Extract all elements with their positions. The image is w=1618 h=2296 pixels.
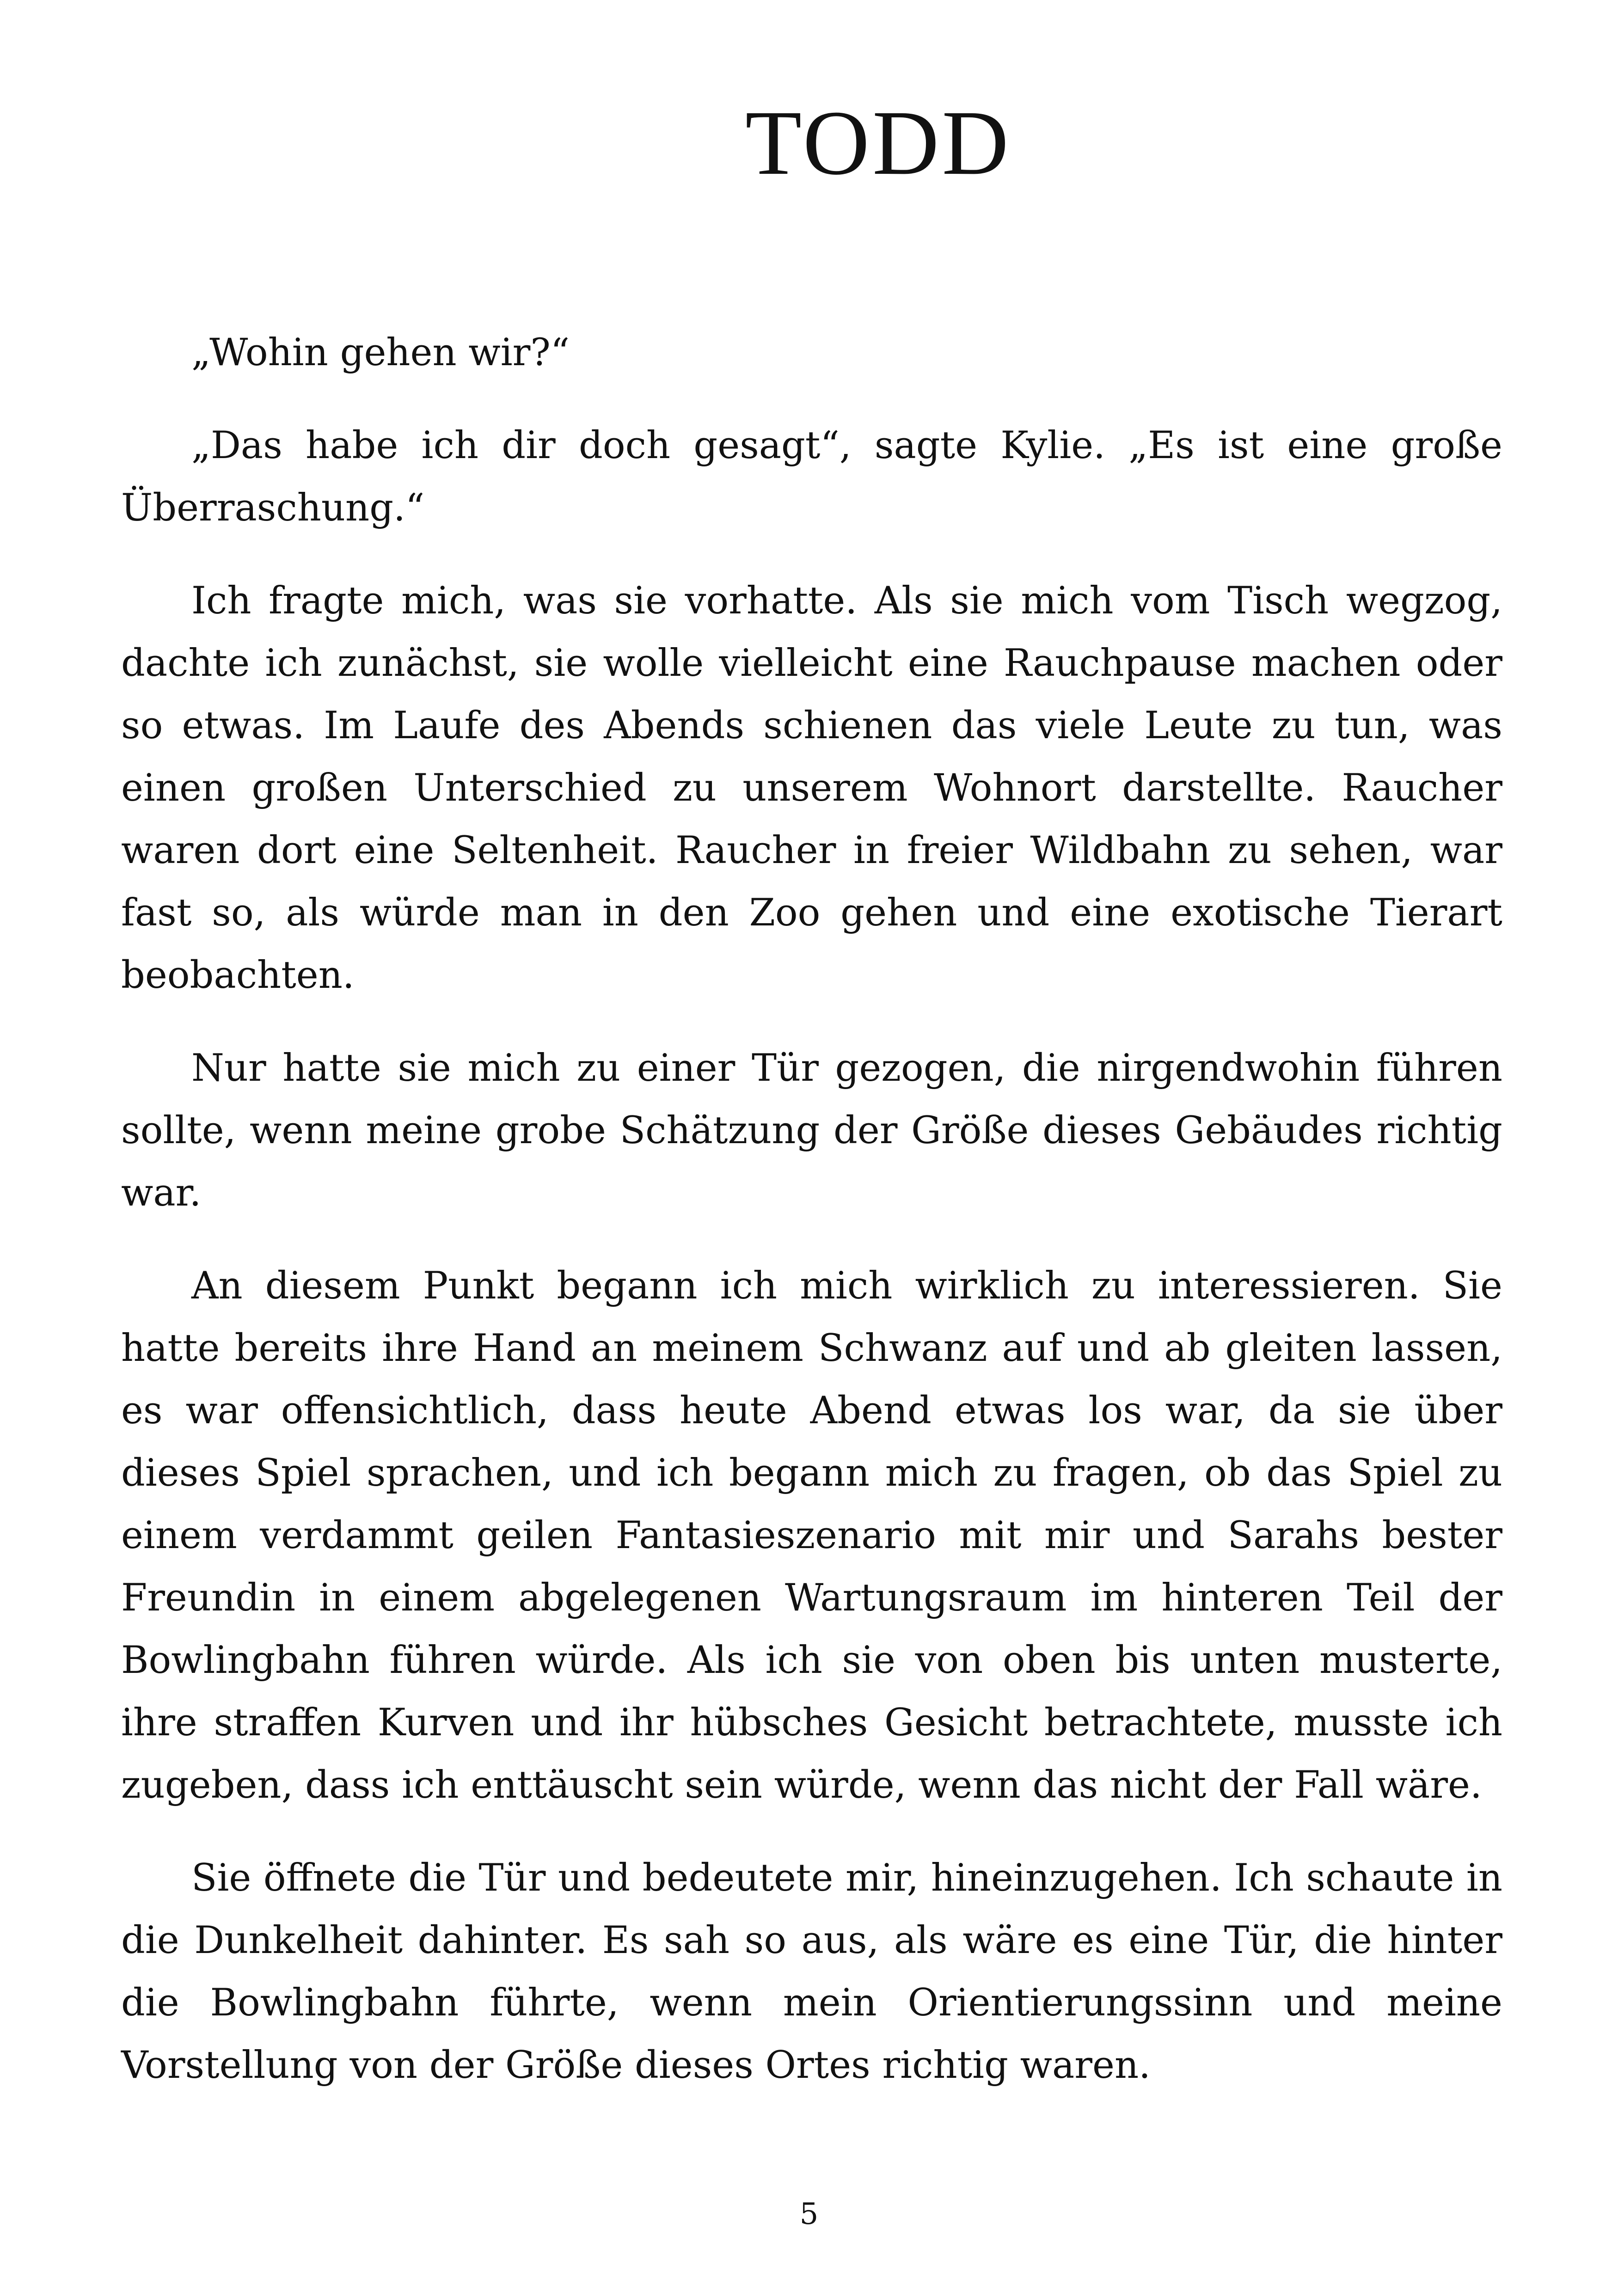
chapter-title: TODD — [745, 92, 1011, 194]
chapter-body — [121, 322, 1502, 2127]
paragraph: Ich fragte mich, was sie vorhatte. Als sie mich vom Tisch wegzog, dachte ich zunächst, sie wolle vielleicht eine Rauchpause machen oder so etwas. Im Laufe des Abends schienen das viele Leute zu tun, was einen großen Unterschied zu unserem Wohnort darstellte. Raucher waren dort eine Seltenheit. Raucher in freier Wildbahn zu sehen, war fast so, als würde man in den Zoo gehen und eine exotische Tierart beobachten. — [121, 579, 1502, 997]
paragraph: An diesem Punkt begann ich mich wirklich zu interessieren. Sie hatte bereits ihre Hand an meinem Schwanz auf und ab gleiten lassen, es war offensichtlich, dass heute Abend etwas los war, da sie über dieses Spiel sprachen, und ich begann mich zu fragen, ob das Spiel zu einem verdammt geilen Fantasieszenario mit mir und Sarahs bester Freundin in einem abgelegenen Wartungsraum im hinteren Teil der Bowlingbahn führen würde. Als ich sie von oben bis unten musterte, ihre straffen Kurven und ihr hübsches Gesicht betrachtete, musste ich zugeben, dass ich enttäuscht sein würde, wenn das nicht der Fall wäre. — [121, 1264, 1502, 1807]
paragraph: „Wohin gehen wir?“ — [191, 331, 570, 374]
paragraph: Sie öffnete die Tür und bedeutete mir, hineinzugehen. Ich schaute in die Dunkelheit dahinter. Es sah so aus, als wäre es eine Tür, die hinter die Bowlingbahn führte, wenn mein Orientierungssinn und meine Vorstellung von der Größe dieses Ortes richtig waren. — [121, 1856, 1502, 2087]
page-number: 5 — [799, 2197, 819, 2231]
paragraph: „Das habe ich dir doch gesagt“, sagte Kylie. „Es ist eine große Überraschung.“ — [121, 424, 1502, 530]
paragraph: Nur hatte sie mich zu einer Tür gezogen, die nirgendwohin führen sollte, wenn meine grobe Schätzung der Größe dieses Gebäudes richtig war. — [121, 1047, 1502, 1215]
